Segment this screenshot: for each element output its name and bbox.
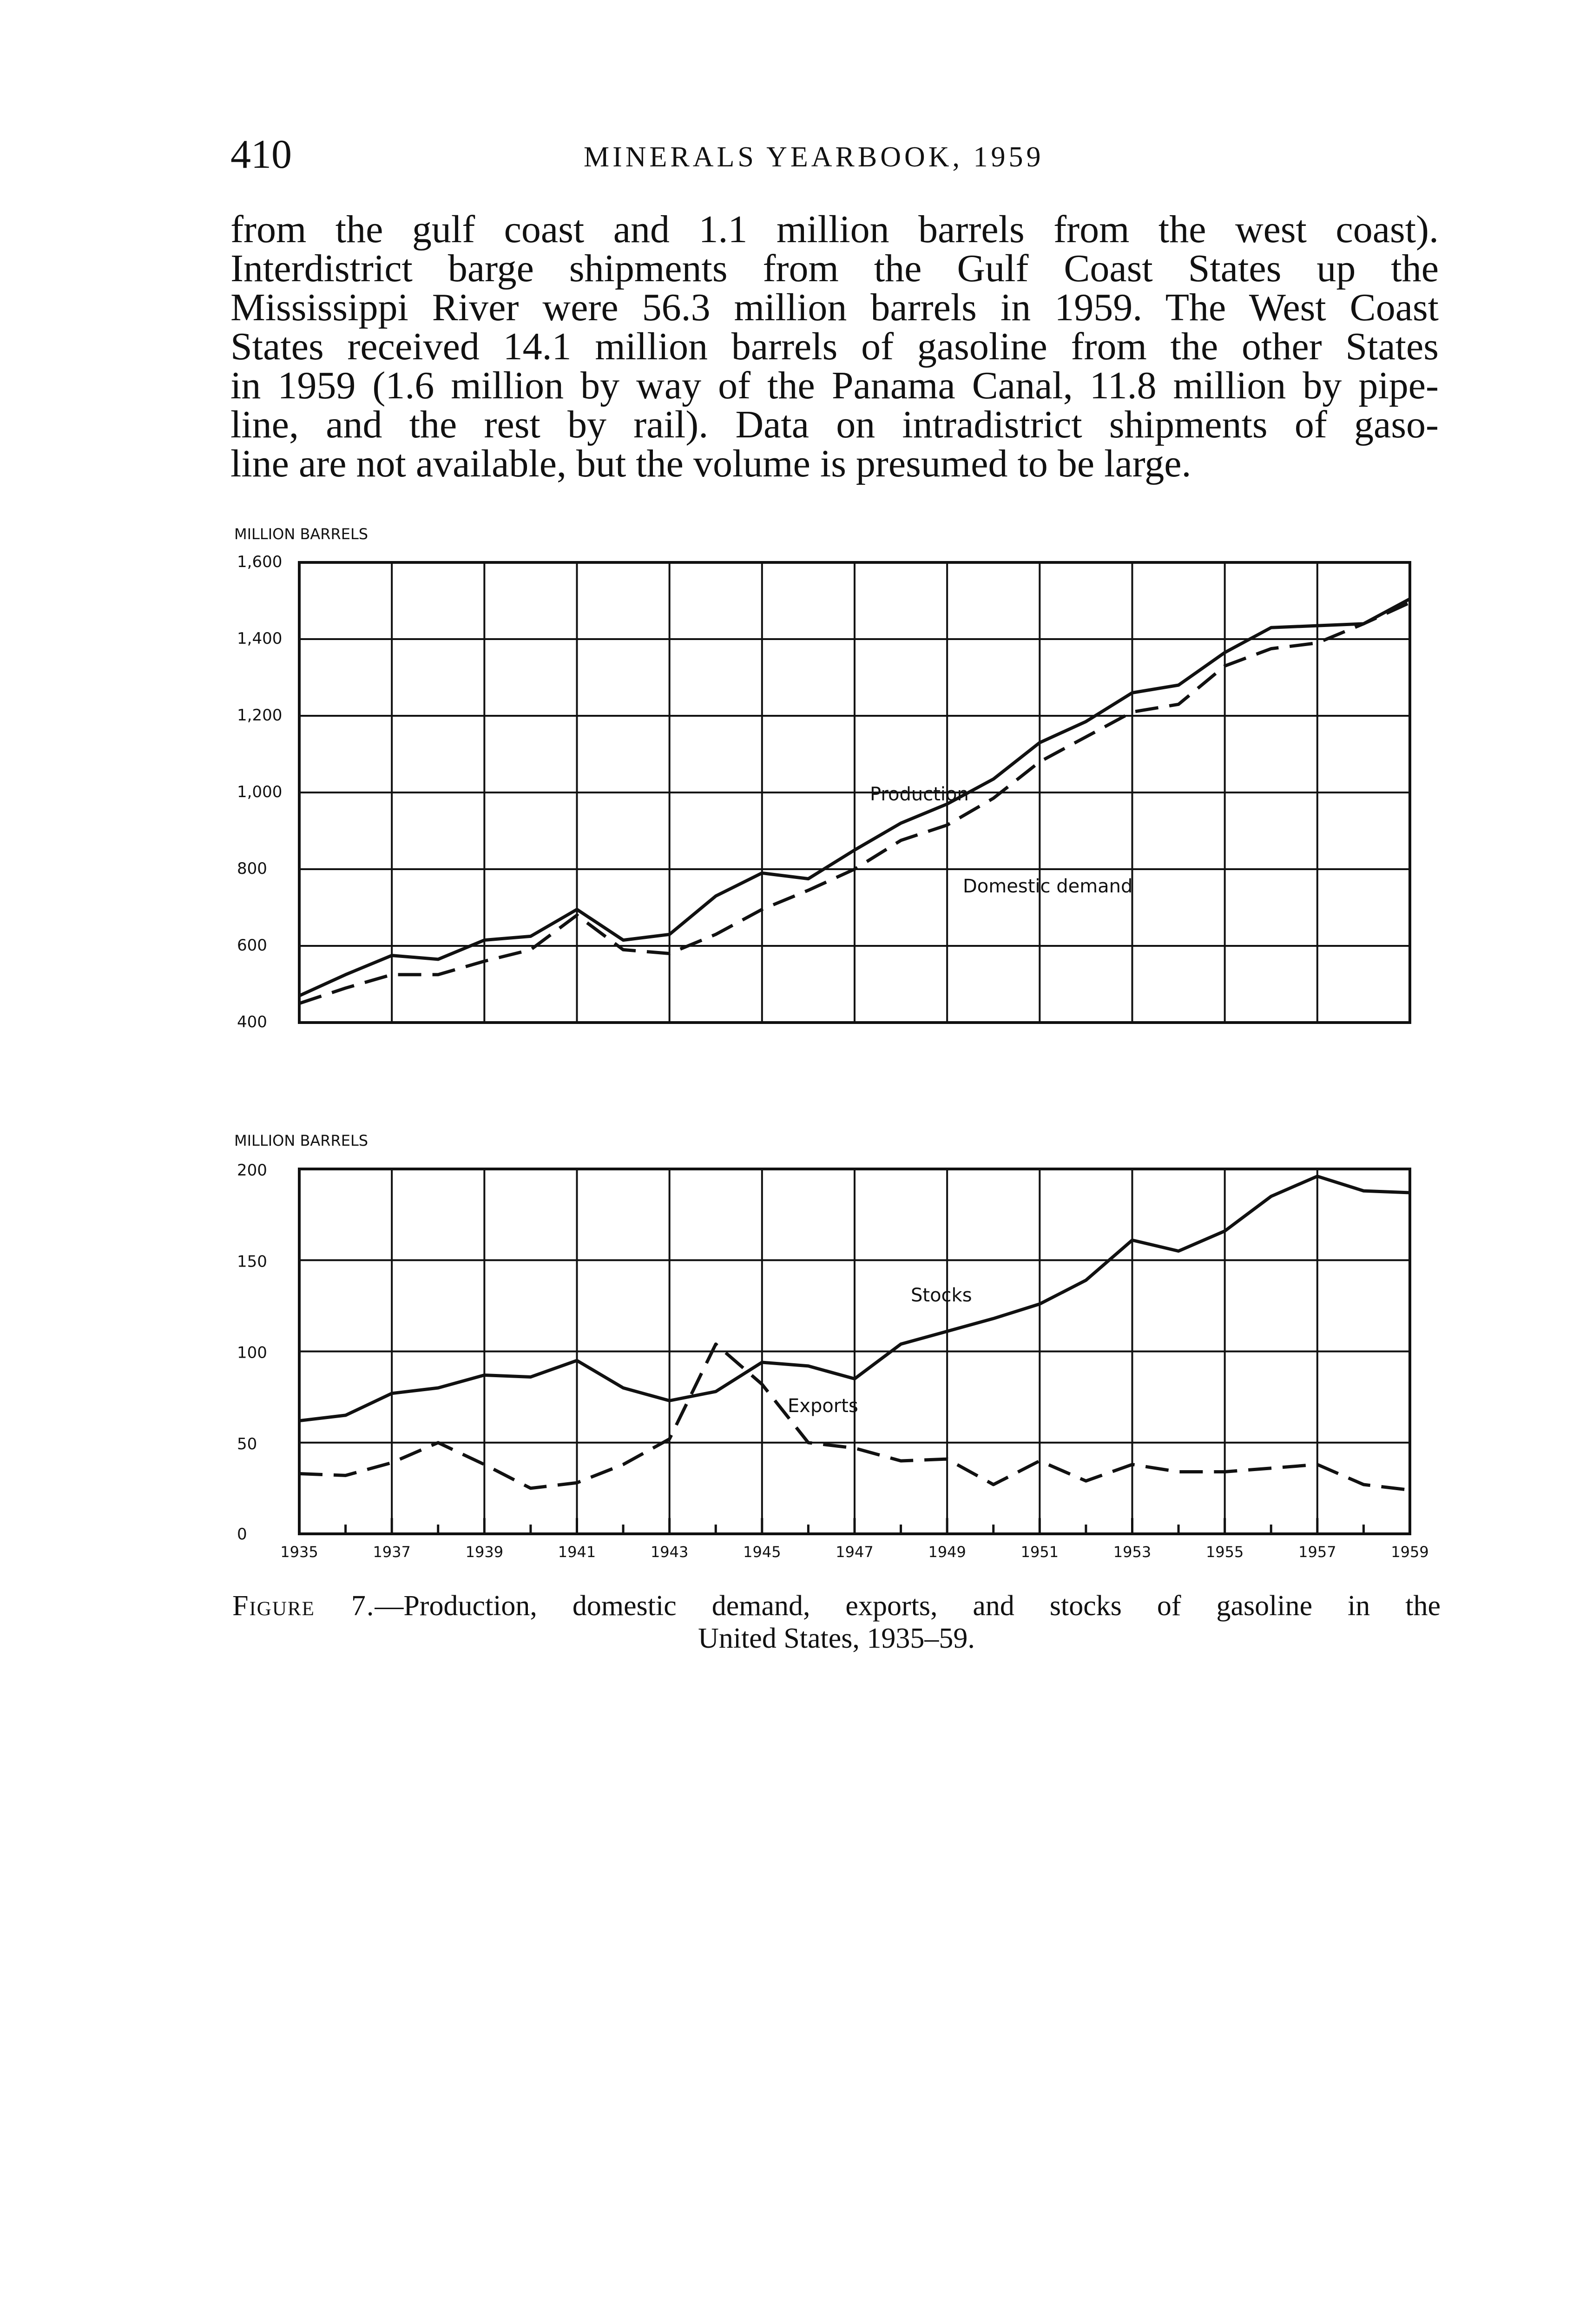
running-head: MINERALS YEARBOOK, 1959 bbox=[584, 141, 1044, 173]
gasoline-charts bbox=[232, 525, 1450, 1576]
y-tick-label: 1,000 bbox=[237, 783, 283, 801]
y-tick-label: 150 bbox=[237, 1252, 267, 1271]
body-line: Mississippi River were 56.3 million barrels in 1959. The West Coast bbox=[230, 286, 1439, 329]
x-tick-label: 1939 bbox=[465, 1543, 504, 1561]
x-tick-label: 1953 bbox=[1113, 1543, 1152, 1561]
body-line: States received 14.1 million barrels of gasoline from the other States bbox=[230, 325, 1439, 368]
y-tick-label: 400 bbox=[237, 1013, 267, 1031]
body-line: from the gulf coast and 1.1 million barrels from the west coast). bbox=[230, 208, 1439, 251]
caption-label: Figure 7. bbox=[232, 1590, 375, 1622]
y-tick-label: 200 bbox=[237, 1161, 267, 1180]
x-tick-label: 1945 bbox=[743, 1543, 781, 1561]
series-label-domestic-demand: Domestic demand bbox=[963, 876, 1133, 897]
x-tick-label: 1943 bbox=[650, 1543, 689, 1561]
x-tick-label: 1937 bbox=[373, 1543, 411, 1561]
y-tick-label: 800 bbox=[237, 859, 267, 878]
x-tick-label: 1955 bbox=[1205, 1543, 1244, 1561]
y-tick-label: 1,400 bbox=[237, 629, 283, 648]
y-tick-label: 1,600 bbox=[237, 553, 283, 571]
series-label-production: Production bbox=[870, 784, 969, 805]
y-axis-title: MILLION BARRELS bbox=[234, 525, 369, 543]
caption-line-2: United States, 1935–59. bbox=[698, 1623, 975, 1654]
x-tick-label: 1949 bbox=[928, 1543, 966, 1561]
x-tick-label: 1935 bbox=[280, 1543, 318, 1561]
series-label-exports: Exports bbox=[788, 1395, 858, 1417]
x-tick-label: 1957 bbox=[1298, 1543, 1336, 1561]
y-axis-title: MILLION BARRELS bbox=[234, 1132, 369, 1149]
body-line: line, and the rest by rail). Data on intradistrict shipments of gaso- bbox=[230, 403, 1439, 446]
body-line: in 1959 (1.6 million by way of the Panama Canal, 11.8 million by pipe- bbox=[230, 364, 1439, 407]
page-number: 410 bbox=[230, 132, 292, 177]
caption-line-1 bbox=[232, 1590, 1441, 1622]
body-line: line are not available, but the volume is presumed to be large. bbox=[230, 442, 1191, 485]
body-line: Interdistrict barge shipments from the Gulf Coast States up the bbox=[230, 247, 1439, 290]
x-tick-label: 1947 bbox=[836, 1543, 874, 1561]
y-tick-label: 1,200 bbox=[237, 706, 283, 725]
page-header bbox=[230, 129, 1439, 185]
y-tick-label: 0 bbox=[237, 1525, 247, 1544]
y-tick-label: 50 bbox=[237, 1434, 257, 1453]
chart-panel-2 bbox=[234, 1132, 1429, 1561]
series-label-stocks: Stocks bbox=[911, 1285, 972, 1306]
x-tick-label: 1951 bbox=[1020, 1543, 1059, 1561]
chart-panel-1 bbox=[234, 525, 1410, 1031]
figure-caption bbox=[232, 1590, 1441, 1655]
x-tick-label: 1959 bbox=[1391, 1543, 1429, 1561]
body-paragraph bbox=[230, 210, 1439, 483]
x-tick-label: 1941 bbox=[558, 1543, 596, 1561]
figure-7 bbox=[232, 525, 1450, 1576]
caption-text-1: —Production, domestic demand, exports, and stocks of gasoline in the bbox=[375, 1590, 1441, 1622]
y-tick-label: 100 bbox=[237, 1343, 267, 1362]
y-tick-label: 600 bbox=[237, 936, 267, 955]
